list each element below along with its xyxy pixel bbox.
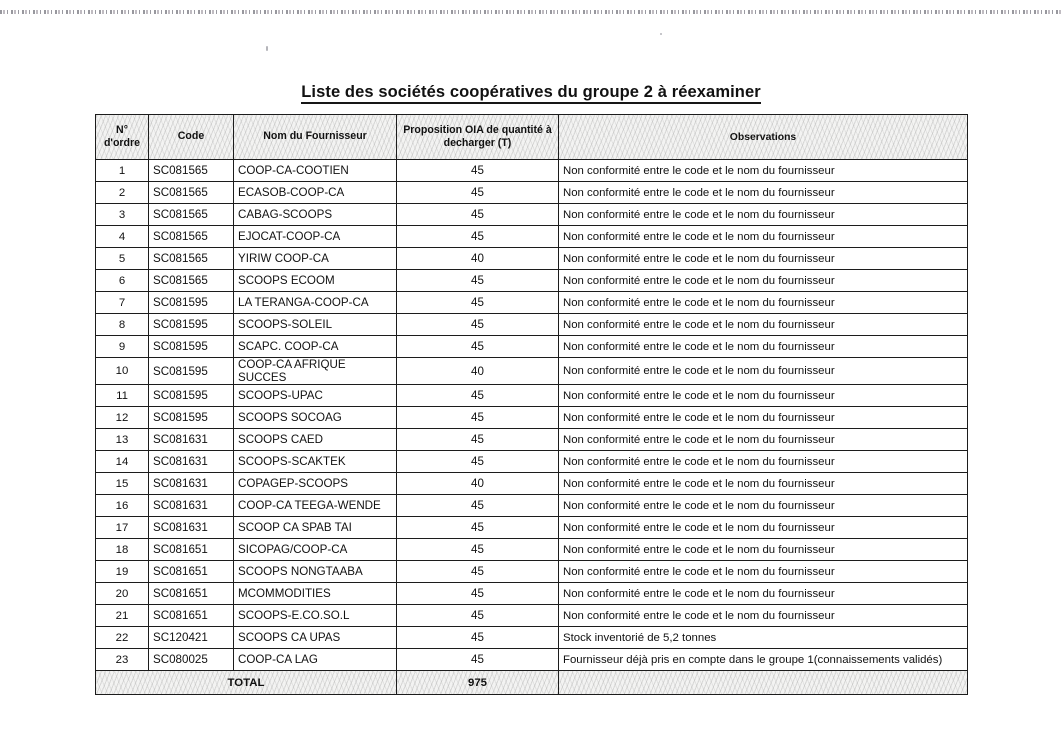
cell-nom-fournisseur: SCOOPS CA UPAS — [234, 627, 397, 649]
total-row — [96, 671, 968, 695]
cell-nom-fournisseur: SCOOPS-UPAC — [234, 385, 397, 407]
cell-observations: Non conformité entre le code et le nom du fournisseur — [559, 539, 968, 561]
cell-observations: Non conformité entre le code et le nom du fournisseur — [559, 385, 968, 407]
cell-observations: Non conformité entre le code et le nom du fournisseur — [559, 336, 968, 358]
table-row — [96, 270, 968, 292]
cell-nom-fournisseur: COPAGEP-SCOOPS — [234, 473, 397, 495]
cell-observations: Non conformité entre le code et le nom du fournisseur — [559, 451, 968, 473]
cell-observations: Non conformité entre le code et le nom du fournisseur — [559, 583, 968, 605]
cell-nom-fournisseur: SCOOPS-SOLEIL — [234, 314, 397, 336]
table-row — [96, 160, 968, 182]
table-row — [96, 539, 968, 561]
cell-quantite: 45 — [397, 429, 559, 451]
cell-code: SC081651 — [149, 605, 234, 627]
total-label: TOTAL — [96, 671, 397, 695]
cell-quantite: 45 — [397, 160, 559, 182]
cell-ordre: 4 — [96, 226, 149, 248]
cell-quantite: 45 — [397, 605, 559, 627]
table-header — [96, 115, 968, 160]
cell-code: SC081595 — [149, 292, 234, 314]
cell-observations: Non conformité entre le code et le nom du fournisseur — [559, 495, 968, 517]
cell-observations: Non conformité entre le code et le nom du fournisseur — [559, 160, 968, 182]
cell-observations: Non conformité entre le code et le nom du fournisseur — [559, 270, 968, 292]
cell-ordre: 20 — [96, 583, 149, 605]
cell-quantite: 40 — [397, 358, 559, 385]
cell-observations: Fournisseur déjà pris en compte dans le groupe 1(connaissements validés) — [559, 649, 968, 671]
cell-quantite: 45 — [397, 407, 559, 429]
cell-nom-fournisseur: SCOOPS NONGTAABA — [234, 561, 397, 583]
cell-quantite: 45 — [397, 583, 559, 605]
cell-nom-fournisseur: SCOOPS ECOOM — [234, 270, 397, 292]
cell-code: SC081631 — [149, 517, 234, 539]
cell-nom-fournisseur: SCOOPS-E.CO.SO.L — [234, 605, 397, 627]
cell-nom-fournisseur: SICOPAG/COOP-CA — [234, 539, 397, 561]
cell-nom-fournisseur: COOP-CA LAG — [234, 649, 397, 671]
cell-nom-fournisseur: COOP-CA-COOTIEN — [234, 160, 397, 182]
cell-observations: Non conformité entre le code et le nom du fournisseur — [559, 407, 968, 429]
table-row — [96, 292, 968, 314]
cell-code: SC081595 — [149, 336, 234, 358]
cell-code: SC081565 — [149, 182, 234, 204]
table-row — [96, 336, 968, 358]
cell-ordre: 16 — [96, 495, 149, 517]
cell-nom-fournisseur: SCOOPS SOCOAG — [234, 407, 397, 429]
cell-code: SC081595 — [149, 314, 234, 336]
cooperatives-table — [95, 114, 968, 695]
cell-quantite: 40 — [397, 473, 559, 495]
cell-ordre: 10 — [96, 358, 149, 385]
cell-quantite: 45 — [397, 314, 559, 336]
cell-observations: Non conformité entre le code et le nom du fournisseur — [559, 429, 968, 451]
table-row — [96, 182, 968, 204]
cell-code: SC081595 — [149, 358, 234, 385]
cell-quantite: 45 — [397, 226, 559, 248]
table-row — [96, 226, 968, 248]
cell-observations: Non conformité entre le code et le nom du fournisseur — [559, 561, 968, 583]
cell-nom-fournisseur: SCOOPS CAED — [234, 429, 397, 451]
cell-ordre: 11 — [96, 385, 149, 407]
cell-code: SC081631 — [149, 429, 234, 451]
cell-observations: Non conformité entre le code et le nom du fournisseur — [559, 292, 968, 314]
cell-observations: Stock inventorié de 5,2 tonnes — [559, 627, 968, 649]
cell-quantite: 45 — [397, 495, 559, 517]
table-header-row — [96, 115, 968, 160]
cell-quantite: 45 — [397, 336, 559, 358]
cell-quantite: 45 — [397, 451, 559, 473]
column-header-observations: Observations — [559, 115, 968, 160]
cell-nom-fournisseur: SCOOPS-SCAKTEK — [234, 451, 397, 473]
cell-observations: Non conformité entre le code et le nom du fournisseur — [559, 517, 968, 539]
cell-code: SC081651 — [149, 539, 234, 561]
cell-quantite: 45 — [397, 385, 559, 407]
cell-code: SC120421 — [149, 627, 234, 649]
cell-nom-fournisseur: COOP-CA AFRIQUE SUCCES — [234, 358, 397, 385]
cell-observations: Non conformité entre le code et le nom du fournisseur — [559, 314, 968, 336]
table-row — [96, 627, 968, 649]
cell-ordre: 1 — [96, 160, 149, 182]
cell-code: SC081651 — [149, 561, 234, 583]
table-row — [96, 517, 968, 539]
cell-ordre: 17 — [96, 517, 149, 539]
cell-quantite: 45 — [397, 292, 559, 314]
table-row — [96, 605, 968, 627]
cell-ordre: 6 — [96, 270, 149, 292]
scan-speck — [266, 46, 268, 51]
cell-code: SC081651 — [149, 583, 234, 605]
table-row — [96, 495, 968, 517]
cell-code: SC081565 — [149, 160, 234, 182]
cell-nom-fournisseur: LA TERANGA-COOP-CA — [234, 292, 397, 314]
cell-ordre: 2 — [96, 182, 149, 204]
cell-code: SC081565 — [149, 248, 234, 270]
cell-code: SC081595 — [149, 385, 234, 407]
cooperatives-table-container — [95, 114, 967, 695]
table-row — [96, 358, 968, 385]
cell-ordre: 14 — [96, 451, 149, 473]
table-row — [96, 649, 968, 671]
cell-observations: Non conformité entre le code et le nom du fournisseur — [559, 473, 968, 495]
cell-ordre: 23 — [96, 649, 149, 671]
cell-quantite: 45 — [397, 627, 559, 649]
cell-quantite: 45 — [397, 204, 559, 226]
document-title-text: Liste des sociétés coopératives du groupe 2 à réexaminer — [301, 83, 761, 104]
table-row — [96, 473, 968, 495]
cell-ordre: 13 — [96, 429, 149, 451]
cell-ordre: 7 — [96, 292, 149, 314]
cell-ordre: 5 — [96, 248, 149, 270]
table-row — [96, 561, 968, 583]
cell-ordre: 3 — [96, 204, 149, 226]
cell-quantite: 45 — [397, 561, 559, 583]
cell-nom-fournisseur: ECASOB-COOP-CA — [234, 182, 397, 204]
cell-ordre: 9 — [96, 336, 149, 358]
table-body — [96, 160, 968, 671]
table-row — [96, 204, 968, 226]
column-header-code: Code — [149, 115, 234, 160]
cell-nom-fournisseur: CABAG-SCOOPS — [234, 204, 397, 226]
cell-quantite: 45 — [397, 182, 559, 204]
total-observations-blank — [559, 671, 968, 695]
cell-ordre: 21 — [96, 605, 149, 627]
cell-observations: Non conformité entre le code et le nom du fournisseur — [559, 605, 968, 627]
cell-nom-fournisseur: COOP-CA TEEGA-WENDE — [234, 495, 397, 517]
cell-code: SC081631 — [149, 451, 234, 473]
cell-code: SC081565 — [149, 270, 234, 292]
cell-observations: Non conformité entre le code et le nom du fournisseur — [559, 182, 968, 204]
column-header-ordre: N° d'ordre — [96, 115, 149, 160]
cell-nom-fournisseur: MCOMMODITIES — [234, 583, 397, 605]
cell-code: SC081631 — [149, 495, 234, 517]
document-title — [0, 83, 1062, 102]
column-header-quantite: Proposition OIA de quantité à decharger (T) — [397, 115, 559, 160]
cell-observations: Non conformité entre le code et le nom du fournisseur — [559, 248, 968, 270]
cell-nom-fournisseur: SCAPC. COOP-CA — [234, 336, 397, 358]
cell-nom-fournisseur: EJOCAT-COOP-CA — [234, 226, 397, 248]
cell-observations: Non conformité entre le code et le nom du fournisseur — [559, 204, 968, 226]
cell-code: SC081595 — [149, 407, 234, 429]
cell-observations: Non conformité entre le code et le nom du fournisseur — [559, 358, 968, 385]
column-header-nom-fournisseur: Nom du Fournisseur — [234, 115, 397, 160]
scan-speck — [660, 33, 662, 35]
scan-edge-artifact — [0, 10, 1062, 14]
cell-ordre: 8 — [96, 314, 149, 336]
cell-code: SC080025 — [149, 649, 234, 671]
cell-ordre: 18 — [96, 539, 149, 561]
cell-ordre: 15 — [96, 473, 149, 495]
cell-ordre: 19 — [96, 561, 149, 583]
cell-code: SC081631 — [149, 473, 234, 495]
cell-quantite: 45 — [397, 517, 559, 539]
cell-nom-fournisseur: YIRIW COOP-CA — [234, 248, 397, 270]
table-footer — [96, 671, 968, 695]
cell-quantite: 45 — [397, 649, 559, 671]
cell-observations: Non conformité entre le code et le nom du fournisseur — [559, 226, 968, 248]
cell-ordre: 22 — [96, 627, 149, 649]
table-row — [96, 451, 968, 473]
table-row — [96, 429, 968, 451]
table-row — [96, 248, 968, 270]
table-row — [96, 314, 968, 336]
cell-quantite: 45 — [397, 539, 559, 561]
cell-quantite: 40 — [397, 248, 559, 270]
table-row — [96, 407, 968, 429]
cell-nom-fournisseur: SCOOP CA SPAB TAI — [234, 517, 397, 539]
table-row — [96, 583, 968, 605]
cell-quantite: 45 — [397, 270, 559, 292]
cell-code: SC081565 — [149, 226, 234, 248]
total-value: 975 — [397, 671, 559, 695]
table-row — [96, 385, 968, 407]
cell-code: SC081565 — [149, 204, 234, 226]
cell-ordre: 12 — [96, 407, 149, 429]
